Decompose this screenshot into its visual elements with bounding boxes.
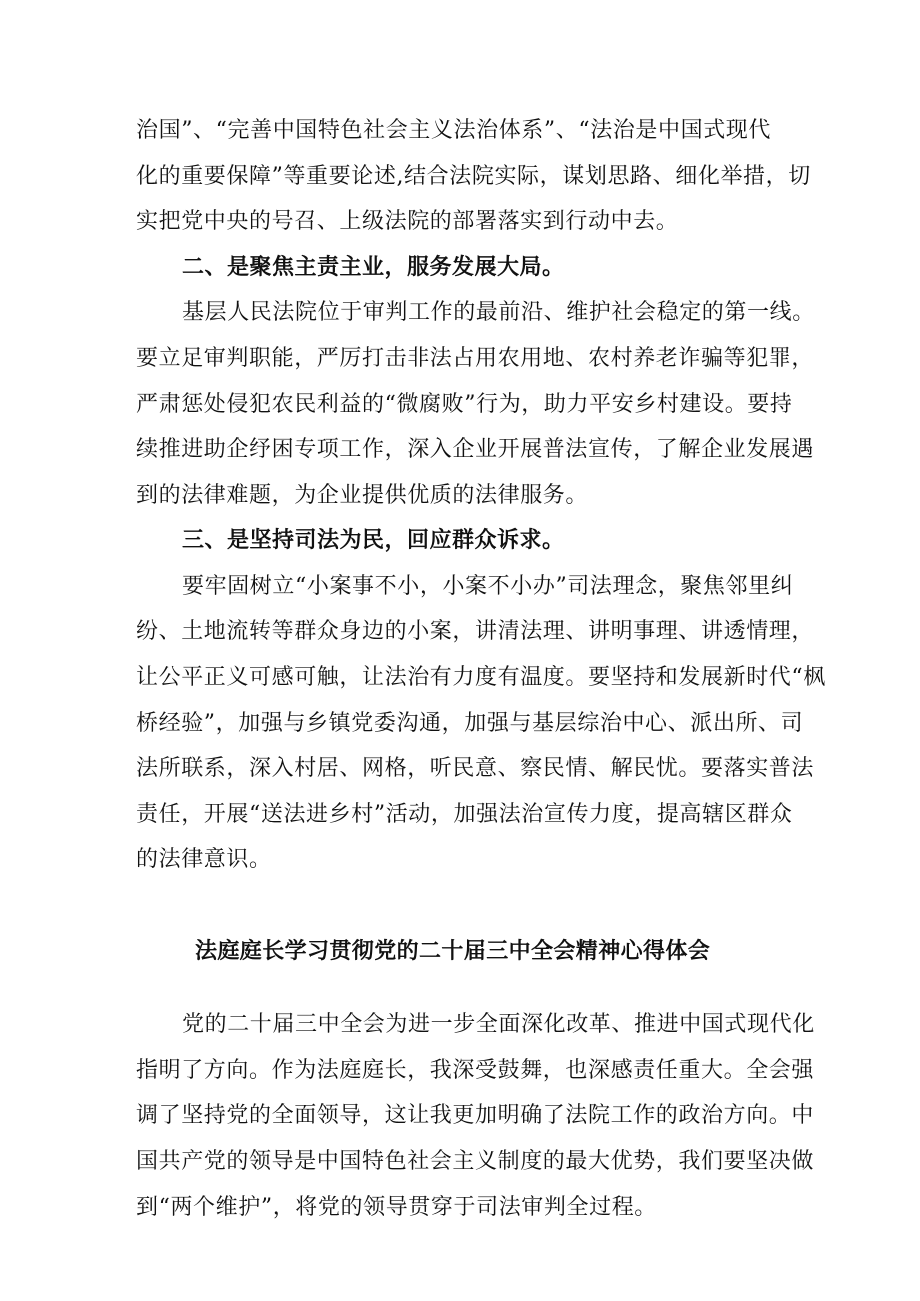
paragraph-line: 到的法律难题，为企业提供优质的法律服务。	[136, 483, 589, 508]
paragraph-line: 治国”、“完善中国特色社会主义法治体系”、“法治是中国式现代	[136, 118, 771, 143]
paragraph-line: 桥经验”，加强与乡镇党委沟通，加强与基层综治中心、派出所、司	[136, 711, 804, 736]
paragraph-line: 严肃惩处侵犯农民利益的“微腐败”行为，助力平安乡村建设。要持	[136, 392, 793, 417]
paragraph-line: 实把党中央的号召、上级法院的部署落实到行动中去。	[136, 209, 679, 234]
paragraph-line: 化的重要保障”等重要论述,结合法院实际，谋划思路、细化举措，切	[136, 164, 811, 189]
paragraph-line: 让公平正义可感可触，让法治有力度有温度。要坚持和发展新时代“枫	[136, 665, 826, 690]
paragraph-line: 指明了方向。作为法庭庭长，我深受鼓舞，也深感责任重大。全会强	[136, 1058, 815, 1083]
section-heading: 二、是聚焦主责主业，服务发展大局。	[182, 255, 565, 280]
paragraph-line: 法所联系，深入村居、网格，听民意、察民情、解民忧。要落实普法	[136, 756, 815, 781]
paragraph-line: 责任，开展“送法进乡村”活动，加强法治宣传力度，提高辖区群众	[136, 802, 793, 827]
paragraph-line: 到“两个维护”，将党的领导贯穿于司法审判全过程。	[136, 1195, 657, 1220]
paragraph-line: 党的二十届三中全会为进一步全面深化改革、推进中国式现代化	[182, 1012, 815, 1037]
paragraph-line: 续推进助企纾困专项工作，深入企业开展普法宣传，了解企业发展遇	[136, 437, 815, 462]
paragraph-line: 调了坚持党的全面领导，这让我更加明确了法院工作的政治方向。中	[136, 1103, 815, 1128]
article-title: 法庭庭长学习贯彻党的二十届三中全会精神心得体会	[195, 939, 711, 964]
paragraph-line: 要立足审判职能，严厉打击非法占用农用地、农村养老诈骗等犯罪，	[136, 346, 815, 371]
section-heading: 三、是坚持司法为民，回应群众诉求。	[182, 528, 565, 553]
paragraph-line: 基层人民法院位于审判工作的最前沿、维护社会稳定的第一线。	[182, 300, 815, 325]
paragraph-line: 国共产党的领导是中国特色社会主义制度的最大优势，我们要坚决做	[136, 1149, 815, 1174]
paragraph-line: 纷、土地流转等群众身边的小案，讲清法理、讲明事理、讲透情理，	[136, 619, 815, 644]
paragraph-line: 的法律意识。	[136, 847, 272, 872]
paragraph-line: 要牢固树立“小案事不小，小案不小办”司法理念，聚焦邻里纠	[182, 574, 794, 599]
